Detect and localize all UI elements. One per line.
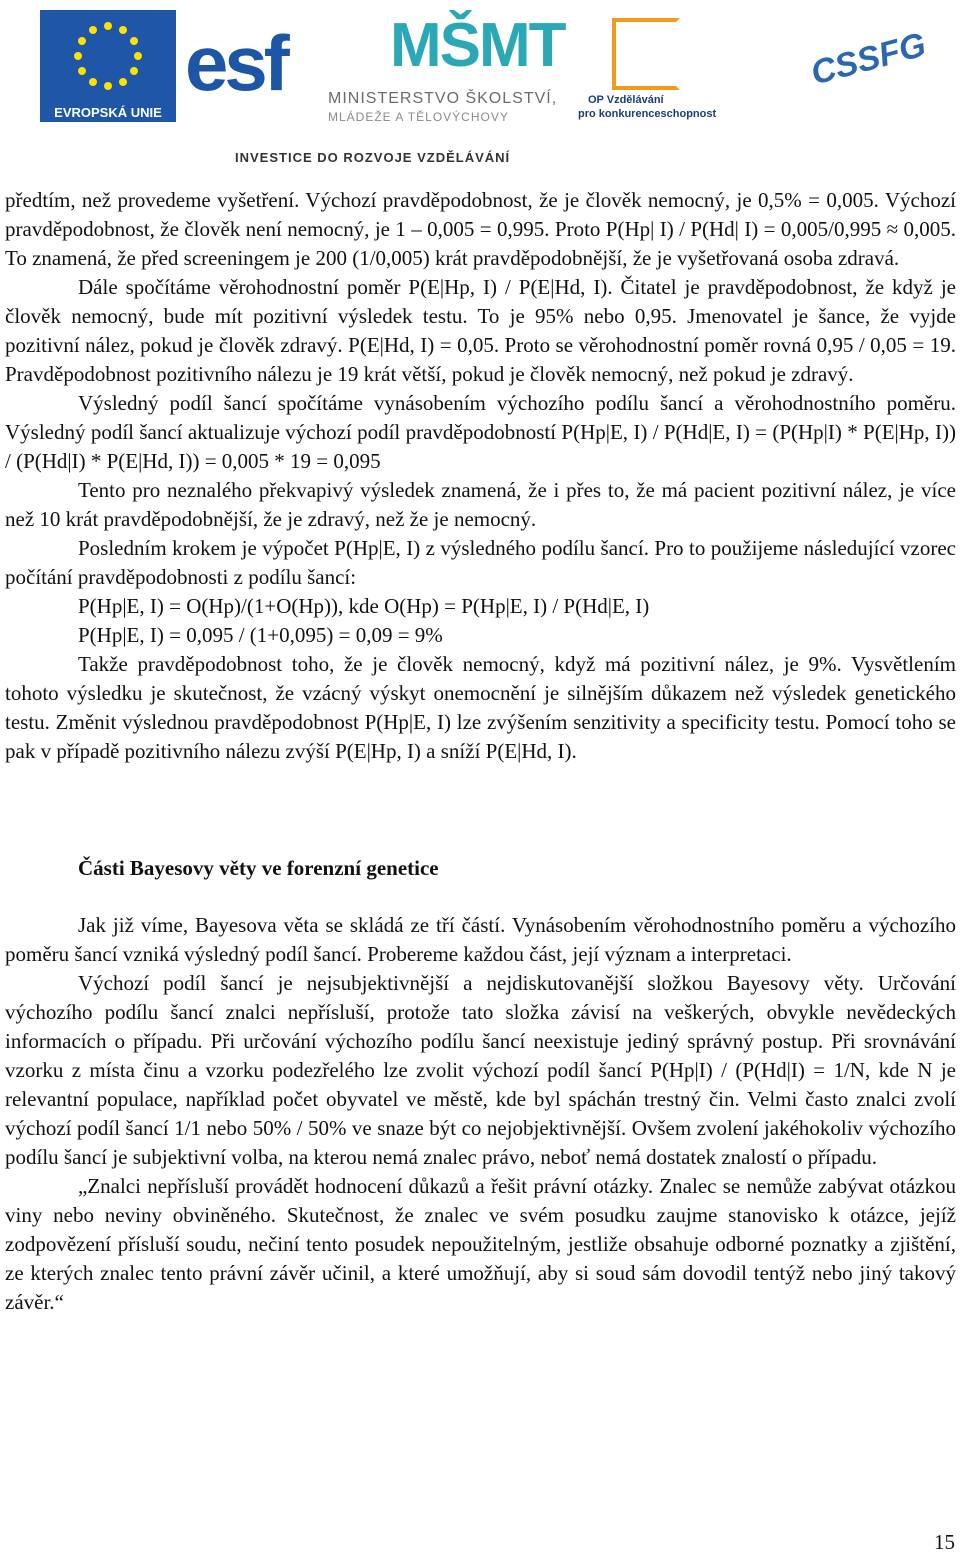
document-body bbox=[5, 186, 956, 1317]
op-line1: OP Vzdělávání bbox=[588, 94, 664, 106]
section-heading: Části Bayesovy věty ve forenzní genetice bbox=[78, 856, 439, 880]
op-line2: pro konkurenceschopnost bbox=[578, 108, 717, 120]
eu-stars-icon bbox=[40, 10, 176, 100]
paragraph: Jak již víme, Bayesova věta se skládá ze tří částí. Vynásobením věrohodnostního poměru a výchozího poměru šancí vzniká výsledný podíl šancí. Probereme každou část, její význam a interpretaci. bbox=[5, 913, 956, 966]
quote-paragraph: „Znalci nepřísluší provádět hodnocení důkazů a řešit právní otázky. Znalec se nemůže zabývat otázkou viny nebo neviny obviněného. Skutečnost, že znalec ve svém posudku zaujme stanovisko k otázce, jejíž zodpovězení přísluší soudu, nečiní tento posudek nepoužitelným, jestliže obsahuje odborné poznatky a zjištění, ze kterých znalec tento právní závěr učinil, a které umožňují, aby si soud sám dovodil tentýž nebo jiný takový závěr.“ bbox=[5, 1174, 956, 1314]
paragraph: Takže pravděpodobnost toho, že je člověk nemocný, když má pozitivní nález, je 9%. Vysvětlením tohoto výsledku je skutečnost, že vzácný výskyt onemocnění je silnějším důkazem než výsledek genetického testu. Změnit výslednou pravděpodobnost P(Hp|E, I) lze zvýšením senzitivity a specificity testu. Pomocí toho se pak v případě pozitivního nálezu zvýší P(E|Hp, I) a sníží P(E|Hd, I). bbox=[5, 652, 956, 763]
esf-logo: esf bbox=[185, 19, 286, 107]
header-logos bbox=[0, 0, 960, 170]
cssfg-logo: CSSFG bbox=[806, 25, 930, 93]
paragraph: Dále spočítáme věrohodnostní poměr P(E|Hp, I) / P(E|Hd, I). Čitatel je pravděpodobnost, že když je člověk nemocný, bude mít pozitivní výsledek testu. To je 95% nebo 0,95. Jmenovatel je šance, že vyjde pozitivní nález, pokud je člověk zdravý. P(E|Hd, I) = 0,05. Proto se věrohodnostní poměr rovná 0,95 / 0,05 = 19. Pravděpodobnost pozitivního nálezu je 19 krát větší, pokud je člověk nemocný, než pokud je zdravý. bbox=[5, 275, 956, 386]
eu-flag-logo bbox=[40, 10, 176, 122]
msmt-logo bbox=[328, 10, 568, 125]
paragraph: Tento pro neznalého překvapivý výsledek znamená, že i přes to, že má pacient pozitivní nález, je více než 10 krát pravděpodobnější, že je zdravý, než že je nemocný. bbox=[5, 478, 956, 531]
op-frame-icon bbox=[612, 18, 680, 90]
page-number: 15 bbox=[934, 1530, 955, 1554]
equation: P(Hp|E, I) = O(Hp)/(1+O(Hp)), kde O(Hp) = P(Hp|E, I) / P(Hd|E, I) bbox=[78, 594, 650, 618]
msmt-mark: MŠMT bbox=[390, 11, 565, 80]
paragraph: Výsledný podíl šancí spočítáme vynásobením výchozího podílu šancí a věrohodnostního poměru. Výsledný podíl šancí aktualizuje výchozí podíl pravděpodobností P(Hp|E, I) / P(Hd|E, I) = (P(Hp|I) * P(E|Hp, I)) / (P(Hd|I) * P(E|Hd, I)) = 0,005 * 19 = 0,095 bbox=[5, 391, 956, 473]
msmt-line2: MLÁDEŽE A TĚLOVÝCHOVY bbox=[328, 110, 509, 124]
paragraph: Posledním krokem je výpočet P(Hp|E, I) z výsledného podílu šancí. Pro to použijeme následující vzorec počítání pravděpodobnosti z podílu šancí: bbox=[5, 536, 956, 589]
equation: P(Hp|E, I) = 0,095 / (1+0,095) = 0,09 = 9% bbox=[78, 623, 443, 647]
paragraph: předtím, než provedeme vyšetření. Výchozí pravděpodobnost, že je člověk nemocný, je 0,5% = 0,005. Výchozí pravděpodobnost, že člověk není nemocný, je 1 – 0,005 = 0,995. Proto P(Hp| I) / P(Hd| I) = 0,005/0,995 ≈ 0,005. To znamená, že před screeningem je 200 (1/0,005) krát pravděpodobnější, že je vyšetřovaná osoba zdravá. bbox=[5, 188, 956, 270]
paragraph: Výchozí podíl šancí je nejsubjektivnější a nejdiskutovanější složkou Bayesovy věty. Určování výchozího podílu šancí znalci nepřísluší, protože tato složka závisí na veškerých, obvykle nevědeckých informacích o případu. Při určování výchozího podílu šancí neexistuje jediný správný postup. Při srovnávání vzorku z místa činu a vzorku podezřelého lze zvolit výchozí podíl šancí P(Hp|I) / (P(Hd|I) = 1/N, kde N je relevantní populace, například počet obyvatel ve městě, kde byl spáchán trestný čin. Velmi často znalci zvolí výchozí podíl šancí 1/1 nebo 50% / 50% ve snaze být co nejobjektivnější. Ovšem zvolení jakéhokoliv výchozího podílu šancí je subjektivní volba, na kterou nemá znalec právo, neboť nemá dostatek znalostí o případu. bbox=[5, 971, 956, 1169]
investice-tagline: INVESTICE DO ROZVOJE VZDĚLÁVÁNÍ bbox=[235, 150, 511, 165]
op-logo bbox=[578, 10, 728, 125]
msmt-line1: MINISTERSTVO ŠKOLSTVÍ, bbox=[328, 90, 558, 107]
eu-label: EVROPSKÁ UNIE bbox=[54, 105, 162, 120]
